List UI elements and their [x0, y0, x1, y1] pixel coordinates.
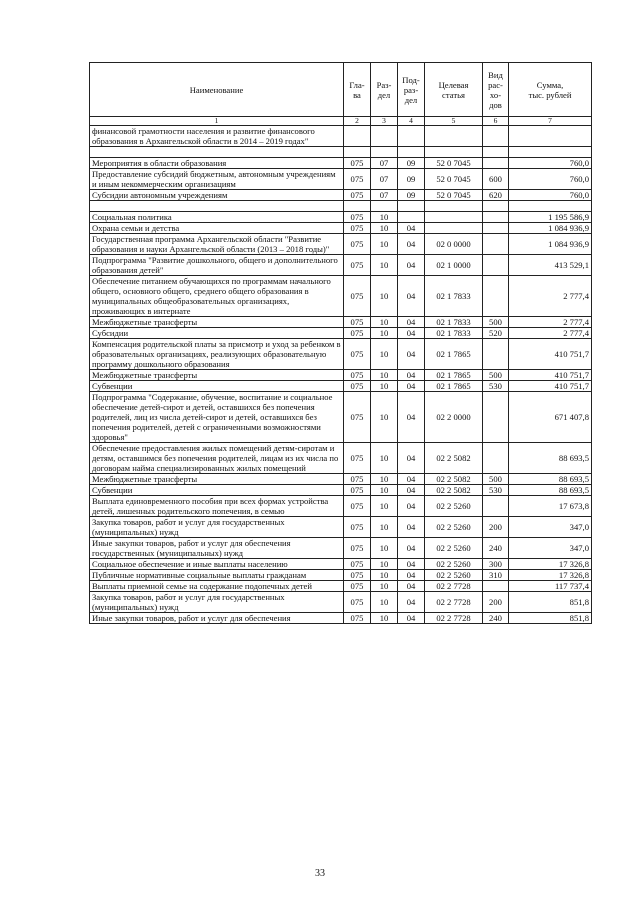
cell-target: 02 1 7865 [425, 381, 483, 392]
table-row [90, 517, 592, 538]
cell-vid [483, 255, 509, 276]
cell-glava: 075 [344, 328, 371, 339]
cell-target [425, 126, 483, 147]
cell-target: 02 1 7865 [425, 339, 483, 370]
cell-vid [483, 234, 509, 255]
table-row [90, 538, 592, 559]
cell-razdel: 10 [371, 592, 398, 613]
cell-name: Предоставление субсидий бюджетным, автономным учреждениям и иным некоммерческим организациям [90, 169, 344, 190]
table-row [90, 392, 592, 443]
cell-vid: 240 [483, 538, 509, 559]
table-row [90, 485, 592, 496]
cell-vid [483, 158, 509, 169]
cell-podrazdel: 04 [398, 538, 425, 559]
cell-sum: 2 777,4 [509, 328, 592, 339]
table-row [90, 276, 592, 317]
spacer-cell [509, 147, 592, 158]
cell-vid [483, 223, 509, 234]
cell-podrazdel: 04 [398, 276, 425, 317]
cell-glava: 075 [344, 381, 371, 392]
header-sum-text: Сумма, тыс. рублей [528, 79, 572, 100]
cell-target: 02 2 5260 [425, 517, 483, 538]
cell-razdel: 10 [371, 276, 398, 317]
column-number: 1 [90, 117, 344, 126]
table-row [90, 328, 592, 339]
cell-target: 52 0 7045 [425, 190, 483, 201]
cell-vid: 600 [483, 169, 509, 190]
cell-razdel: 10 [371, 559, 398, 570]
cell-sum: 17 326,8 [509, 570, 592, 581]
cell-razdel: 10 [371, 328, 398, 339]
cell-target: 02 2 7728 [425, 613, 483, 624]
header-name: Наименование [90, 63, 344, 117]
cell-target [425, 212, 483, 223]
cell-name: Охрана семьи и детства [90, 223, 344, 234]
cell-glava: 075 [344, 190, 371, 201]
cell-razdel: 10 [371, 496, 398, 517]
column-number: 2 [344, 117, 371, 126]
cell-razdel: 10 [371, 339, 398, 370]
spacer-cell [425, 147, 483, 158]
spacer-cell [509, 201, 592, 212]
table-row [90, 370, 592, 381]
cell-name: Подпрограмма "Содержание, обучение, воспитание и социальное обеспечение детей-сирот и детей, оставшихся без попечения родителей, лиц из числа детей-сирот и детей, оставшихся без попечения родителей, детей с ограниченными возможностями здоровья" [90, 392, 344, 443]
cell-razdel: 10 [371, 234, 398, 255]
cell-razdel: 10 [371, 443, 398, 474]
cell-sum: 760,0 [509, 158, 592, 169]
cell-podrazdel: 04 [398, 328, 425, 339]
cell-sum: 851,8 [509, 613, 592, 624]
cell-glava: 075 [344, 317, 371, 328]
cell-sum: 760,0 [509, 190, 592, 201]
cell-glava: 075 [344, 517, 371, 538]
spacer-cell [483, 201, 509, 212]
cell-podrazdel: 04 [398, 517, 425, 538]
cell-podrazdel: 04 [398, 496, 425, 517]
header-podrazdel-text: Под- раз- дел [402, 74, 420, 105]
spacer-cell [483, 147, 509, 158]
cell-sum: 1 084 936,9 [509, 223, 592, 234]
table-row [90, 190, 592, 201]
cell-vid: 530 [483, 485, 509, 496]
cell-target: 52 0 7045 [425, 158, 483, 169]
cell-target: 02 2 5082 [425, 474, 483, 485]
cell-podrazdel: 04 [398, 234, 425, 255]
table-row [90, 613, 592, 624]
cell-sum: 347,0 [509, 517, 592, 538]
cell-podrazdel: 04 [398, 443, 425, 474]
cell-glava: 075 [344, 223, 371, 234]
cell-target: 02 1 7833 [425, 317, 483, 328]
cell-name: Субсидии автономным учреждениям [90, 190, 344, 201]
cell-sum: 117 737,4 [509, 581, 592, 592]
table-row [90, 126, 592, 147]
cell-razdel: 10 [371, 317, 398, 328]
cell-sum: 413 529,1 [509, 255, 592, 276]
column-number: 3 [371, 117, 398, 126]
cell-vid: 200 [483, 517, 509, 538]
cell-sum [509, 126, 592, 147]
table-row [90, 255, 592, 276]
cell-podrazdel: 04 [398, 559, 425, 570]
cell-target: 02 2 7728 [425, 581, 483, 592]
cell-name: Субсидии [90, 328, 344, 339]
cell-razdel: 10 [371, 392, 398, 443]
cell-podrazdel: 09 [398, 158, 425, 169]
cell-glava [344, 126, 371, 147]
cell-podrazdel [398, 126, 425, 147]
cell-target: 02 1 7833 [425, 276, 483, 317]
cell-razdel [371, 126, 398, 147]
table-row [90, 581, 592, 592]
cell-vid [483, 339, 509, 370]
cell-name: Выплаты приемной семье на содержание подопечных детей [90, 581, 344, 592]
cell-podrazdel: 04 [398, 381, 425, 392]
cell-sum: 17 673,8 [509, 496, 592, 517]
cell-sum: 2 777,4 [509, 317, 592, 328]
cell-vid [483, 496, 509, 517]
cell-podrazdel: 04 [398, 339, 425, 370]
cell-target: 02 2 5260 [425, 538, 483, 559]
cell-vid: 520 [483, 328, 509, 339]
header-vid-text: Вид рас- хо- дов [488, 69, 503, 110]
cell-name: Государственная программа Архангельской области "Развитие образования и науки Архангельской области (2013 – 2018 годы)" [90, 234, 344, 255]
cell-razdel: 10 [371, 485, 398, 496]
table-row [90, 443, 592, 474]
cell-glava: 075 [344, 392, 371, 443]
cell-vid [483, 581, 509, 592]
spacer-row [90, 201, 592, 212]
cell-name: Выплата единовременного пособия при всех формах устройства детей, лишенных родительского попечения, в семью [90, 496, 344, 517]
cell-glava: 075 [344, 234, 371, 255]
cell-vid: 200 [483, 592, 509, 613]
cell-glava: 075 [344, 276, 371, 317]
cell-target: 02 2 5260 [425, 496, 483, 517]
cell-target: 02 1 0000 [425, 255, 483, 276]
cell-glava: 075 [344, 370, 371, 381]
cell-razdel: 10 [371, 381, 398, 392]
cell-sum: 347,0 [509, 538, 592, 559]
header-glava [344, 63, 371, 117]
spacer-cell [398, 147, 425, 158]
cell-name: Социальное обеспечение и иные выплаты населению [90, 559, 344, 570]
cell-vid: 310 [483, 570, 509, 581]
table-row [90, 339, 592, 370]
cell-podrazdel: 04 [398, 255, 425, 276]
cell-sum: 1 195 586,9 [509, 212, 592, 223]
cell-podrazdel: 04 [398, 592, 425, 613]
cell-glava: 075 [344, 592, 371, 613]
cell-razdel: 10 [371, 255, 398, 276]
cell-podrazdel: 04 [398, 370, 425, 381]
header-vid [483, 63, 509, 117]
spacer-cell [344, 147, 371, 158]
table-row [90, 169, 592, 190]
cell-name: Межбюджетные трансферты [90, 370, 344, 381]
cell-sum: 88 693,5 [509, 443, 592, 474]
cell-razdel: 10 [371, 517, 398, 538]
table-row [90, 381, 592, 392]
cell-name: Закупка товаров, работ и услуг для государственных (муниципальных) нужд [90, 517, 344, 538]
cell-name: Подпрограмма "Развитие дошкольного, общего и дополнительного образования детей" [90, 255, 344, 276]
column-number: 6 [483, 117, 509, 126]
cell-name: Компенсация родительской платы за присмотр и уход за ребенком в образовательных организациях, реализующих образовательную программу дошкольного образования [90, 339, 344, 370]
cell-podrazdel: 04 [398, 392, 425, 443]
cell-vid: 620 [483, 190, 509, 201]
spacer-cell [398, 201, 425, 212]
cell-sum: 671 407,8 [509, 392, 592, 443]
header-row [90, 63, 592, 117]
spacer-row [90, 147, 592, 158]
cell-razdel: 07 [371, 169, 398, 190]
spacer-cell [425, 201, 483, 212]
cell-target: 02 2 7728 [425, 592, 483, 613]
cell-sum: 88 693,5 [509, 474, 592, 485]
cell-vid [483, 392, 509, 443]
header-podrazdel [398, 63, 425, 117]
cell-sum: 17 326,8 [509, 559, 592, 570]
cell-name: Закупка товаров, работ и услуг для государственных (муниципальных) нужд [90, 592, 344, 613]
header-sum [509, 63, 592, 117]
header-razdel-text: Раз- дел [376, 79, 392, 100]
cell-name: Обеспечение предоставления жилых помещений детям-сиротам и детям, оставшимся без попечения родителей, лицам из их числа по договорам найма специализированных жилых помещений [90, 443, 344, 474]
cell-glava: 075 [344, 485, 371, 496]
cell-podrazdel: 04 [398, 570, 425, 581]
cell-glava: 075 [344, 538, 371, 559]
cell-target: 02 2 5260 [425, 559, 483, 570]
cell-vid: 500 [483, 317, 509, 328]
cell-name: Социальная политика [90, 212, 344, 223]
cell-name: Межбюджетные трансферты [90, 474, 344, 485]
cell-target: 02 2 5082 [425, 443, 483, 474]
spacer-cell [344, 201, 371, 212]
spacer-cell [90, 147, 344, 158]
cell-sum: 851,8 [509, 592, 592, 613]
cell-podrazdel: 04 [398, 613, 425, 624]
cell-name: Мероприятия в области образования [90, 158, 344, 169]
cell-glava: 075 [344, 339, 371, 370]
table-row [90, 223, 592, 234]
header-razdel [371, 63, 398, 117]
cell-razdel: 07 [371, 158, 398, 169]
cell-razdel: 10 [371, 212, 398, 223]
cell-target: 52 0 7045 [425, 169, 483, 190]
cell-razdel: 10 [371, 370, 398, 381]
cell-sum: 410 751,7 [509, 339, 592, 370]
spacer-cell [90, 201, 344, 212]
table-row [90, 317, 592, 328]
column-number: 7 [509, 117, 592, 126]
cell-razdel: 10 [371, 570, 398, 581]
cell-name: финансовой грамотности населения и развитие финансового образования в Архангельской области в 2014 – 2019 годах" [90, 126, 344, 147]
cell-glava: 075 [344, 474, 371, 485]
table-row [90, 496, 592, 517]
cell-glava: 075 [344, 559, 371, 570]
table-row [90, 592, 592, 613]
cell-vid [483, 126, 509, 147]
cell-razdel: 07 [371, 190, 398, 201]
cell-razdel: 10 [371, 581, 398, 592]
cell-glava: 075 [344, 613, 371, 624]
cell-vid: 500 [483, 474, 509, 485]
cell-target: 02 2 0000 [425, 392, 483, 443]
cell-podrazdel: 04 [398, 474, 425, 485]
header-glava-text: Гла- ва [349, 79, 365, 100]
cell-sum: 1 084 936,9 [509, 234, 592, 255]
cell-podrazdel: 04 [398, 223, 425, 234]
cell-glava: 075 [344, 255, 371, 276]
cell-target: 02 2 5260 [425, 570, 483, 581]
cell-target: 02 1 7865 [425, 370, 483, 381]
table-body [90, 126, 592, 624]
cell-sum: 760,0 [509, 169, 592, 190]
cell-podrazdel: 04 [398, 485, 425, 496]
cell-vid: 500 [483, 370, 509, 381]
spacer-cell [371, 147, 398, 158]
cell-razdel: 10 [371, 474, 398, 485]
cell-name: Обеспечение питанием обучающихся по программам начального общего, основного общего, среднего общего образования в муниципальных общеобразовательных организациях, проживающих в интернате [90, 276, 344, 317]
cell-podrazdel: 09 [398, 169, 425, 190]
cell-name: Субвенции [90, 381, 344, 392]
cell-sum: 2 777,4 [509, 276, 592, 317]
cell-vid [483, 443, 509, 474]
cell-target [425, 223, 483, 234]
column-number: 5 [425, 117, 483, 126]
table-row [90, 559, 592, 570]
column-number: 4 [398, 117, 425, 126]
cell-sum: 88 693,5 [509, 485, 592, 496]
cell-vid [483, 276, 509, 317]
budget-table [89, 62, 592, 624]
cell-podrazdel: 09 [398, 190, 425, 201]
cell-target: 02 1 7833 [425, 328, 483, 339]
table-row [90, 474, 592, 485]
table-row [90, 570, 592, 581]
cell-sum: 410 751,7 [509, 381, 592, 392]
page-number: 33 [315, 868, 325, 879]
cell-razdel: 10 [371, 223, 398, 234]
cell-name: Субвенции [90, 485, 344, 496]
cell-sum: 410 751,7 [509, 370, 592, 381]
cell-vid: 240 [483, 613, 509, 624]
cell-vid: 300 [483, 559, 509, 570]
table-row [90, 158, 592, 169]
header-target-text: Целевая статья [438, 79, 469, 100]
cell-target: 02 2 5082 [425, 485, 483, 496]
cell-podrazdel: 04 [398, 581, 425, 592]
cell-razdel: 10 [371, 613, 398, 624]
cell-glava: 075 [344, 158, 371, 169]
table-row [90, 212, 592, 223]
cell-podrazdel: 04 [398, 317, 425, 328]
cell-name: Публичные нормативные социальные выплаты гражданам [90, 570, 344, 581]
cell-glava: 075 [344, 169, 371, 190]
cell-vid [483, 212, 509, 223]
cell-target: 02 0 0000 [425, 234, 483, 255]
cell-glava: 075 [344, 443, 371, 474]
spacer-cell [371, 201, 398, 212]
cell-glava: 075 [344, 212, 371, 223]
table-row [90, 234, 592, 255]
header-target [425, 63, 483, 117]
cell-razdel: 10 [371, 538, 398, 559]
cell-glava: 075 [344, 496, 371, 517]
cell-podrazdel [398, 212, 425, 223]
cell-name: Иные закупки товаров, работ и услуг для обеспечения государственных (муниципальных) нужд [90, 538, 344, 559]
cell-name: Иные закупки товаров, работ и услуг для обеспечения [90, 613, 344, 624]
cell-glava: 075 [344, 570, 371, 581]
cell-glava: 075 [344, 581, 371, 592]
column-number-row [90, 117, 592, 126]
cell-name: Межбюджетные трансферты [90, 317, 344, 328]
cell-vid: 530 [483, 381, 509, 392]
